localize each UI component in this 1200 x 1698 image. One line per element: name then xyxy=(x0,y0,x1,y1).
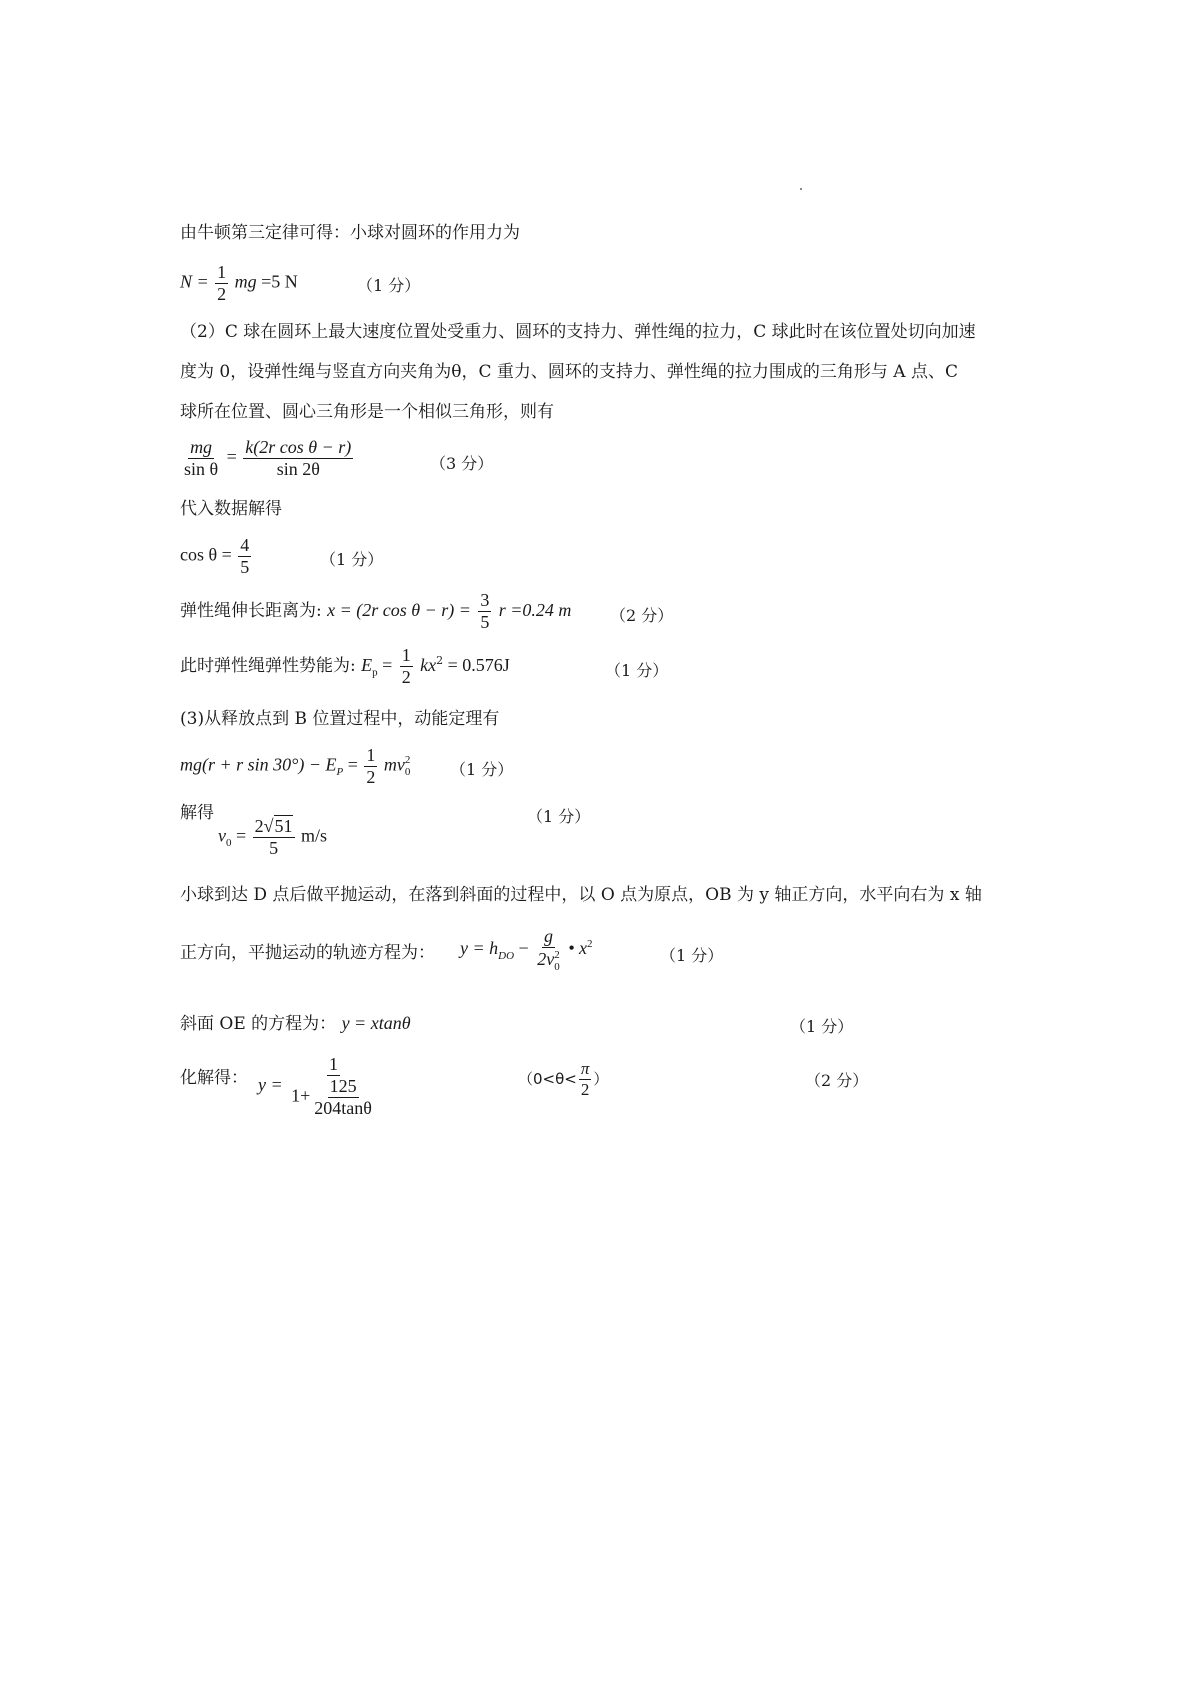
range-open: （0<θ< xyxy=(518,1069,577,1088)
eq4-lhs: x = (2r cos θ − r) = xyxy=(327,599,471,620)
eq5-rhs: kx xyxy=(420,654,437,675)
eq2-rnum: k(2r cos θ − r) xyxy=(245,437,352,457)
eq3-fraction xyxy=(238,536,251,577)
eq6-rsub: 0 xyxy=(404,766,411,779)
score-7: （1 分） xyxy=(527,807,591,826)
score-3: （1 分） xyxy=(320,550,384,569)
eq8-num: g xyxy=(543,926,553,946)
eq7-lhs: v xyxy=(218,825,226,846)
score-2: （3 分） xyxy=(430,454,494,473)
eq6-rsup: 2 xyxy=(404,754,411,767)
eq7-fraction: $\frac{2√51}{5}$ xyxy=(254,816,293,858)
score-6: （1 分） xyxy=(450,760,514,779)
eq10-den-prefix: 1+ xyxy=(291,1085,311,1106)
score-10: （2 分） xyxy=(805,1071,869,1090)
score-5: （1 分） xyxy=(605,661,669,680)
eq10-lhs: y = xyxy=(258,1074,283,1095)
eq5-eq: = xyxy=(377,654,393,675)
eq6-lsub: P xyxy=(336,766,344,779)
eq3-lhs: cos θ = xyxy=(180,544,232,565)
line-stretch xyxy=(180,591,571,632)
eq5-rsup: 2 xyxy=(436,654,444,668)
line-energy xyxy=(180,646,510,687)
eq7-num-coef: 2 xyxy=(254,816,264,836)
equation-cos-theta xyxy=(180,536,253,577)
eq5-num: 1 xyxy=(401,645,411,665)
text-solve: 解得 xyxy=(180,803,214,823)
eq8-tail: • x xyxy=(568,938,587,959)
equation-normal-force xyxy=(180,263,298,304)
eq4-num: 3 xyxy=(480,590,490,610)
text-newton-third-law: 由牛顿第三定律可得：小球对圆环的作用力为 xyxy=(180,223,520,243)
eq7-num-root: 51 xyxy=(274,816,293,836)
eq2-left-fraction xyxy=(182,438,220,479)
eq3-num: 4 xyxy=(240,535,250,555)
text-energy-label: 此时弹性绳弹性势能为: xyxy=(180,655,356,676)
eq1-value: =5 N xyxy=(261,271,298,292)
score-9: （1 分） xyxy=(790,1017,854,1036)
range-num: π xyxy=(580,1059,590,1078)
part4-line2 xyxy=(180,943,435,963)
part3-line: (3)从释放点到 B 位置过程中，动能定理有 xyxy=(180,709,500,729)
eq8-den-sub: 0 xyxy=(554,960,560,973)
equation-work-energy xyxy=(180,746,410,787)
eq10-inner-den: 204tanθ xyxy=(314,1097,372,1118)
line-slope xyxy=(180,1013,411,1035)
part4-line1: 小球到达 D 点后做平抛运动，在落到斜面的过程中，以 O 点为原点，OB 为 y 轴正方向，水平向右为 x 轴 xyxy=(180,885,982,905)
text-substitute: 代入数据解得 xyxy=(180,499,282,519)
eq2-right-fraction xyxy=(243,438,353,479)
eq8-tail-sup: 2 xyxy=(586,938,593,951)
stray-dot xyxy=(800,188,802,190)
text-stretch-label: 弹性绳伸长距离为: xyxy=(180,600,322,621)
eq5-lsub: p xyxy=(372,666,378,679)
equation-final xyxy=(258,1055,380,1118)
range-den: 2 xyxy=(580,1079,590,1099)
eq8-minus: − xyxy=(514,938,529,959)
eq1-lhs: N = xyxy=(180,271,209,292)
eq1-den: 2 xyxy=(217,283,227,304)
eq9-slope-equation: y = xtanθ xyxy=(341,1013,411,1033)
eq7-eq: = xyxy=(231,825,247,846)
equation-trajectory xyxy=(460,927,592,973)
equation-similar-triangle: $\frac{mg}{\text{sin θ}}$ = $\frac{\text{k(2r cos θ − r)}}{\sin 2\theta}$ xyxy=(184,437,352,479)
text-simplify: 化解得： xyxy=(180,1068,248,1088)
eq8-fraction xyxy=(535,927,562,973)
eq2-lden: sin θ xyxy=(184,458,219,479)
eq6-lhs: mg(r + r sin 30°) − E xyxy=(180,754,337,775)
score-4: （2 分） xyxy=(610,606,674,625)
eq6-num: 1 xyxy=(366,745,376,765)
eq2-rden: sin 2θ xyxy=(276,458,320,479)
text-slope-label: 斜面 OE 的方程为： xyxy=(180,1014,337,1034)
range-fraction xyxy=(579,1060,592,1099)
eq8-den: 2v xyxy=(537,949,555,970)
range-close: ） xyxy=(593,1069,609,1088)
eq6-den: 2 xyxy=(366,766,376,787)
eq1-num: 1 xyxy=(217,262,227,282)
eq10-inner-fraction xyxy=(312,1077,374,1118)
eq1-fraction xyxy=(215,263,228,304)
equation-v0 xyxy=(218,817,327,858)
eq7-lsub: 0 xyxy=(226,837,232,850)
eq5-fraction xyxy=(400,646,413,687)
eq5-lhs: E xyxy=(361,654,373,675)
eq5-den: 2 xyxy=(401,666,411,687)
eq8-den-sup: 2 xyxy=(554,948,560,961)
range-condition xyxy=(518,1060,608,1099)
eq1-rhs: mg xyxy=(234,271,257,292)
eq6-rhs: mv xyxy=(383,754,405,775)
eq3-den: 5 xyxy=(240,556,250,577)
eq6-eq: = xyxy=(343,754,358,775)
eq4-den: 5 xyxy=(480,611,490,632)
eq4-rhs: r =0.24 m xyxy=(498,599,572,620)
part4-line2-text: 正方向，平抛运动的轨迹方程为： xyxy=(180,943,435,963)
eq10-fraction xyxy=(289,1055,378,1118)
eq8-lsub: DO xyxy=(498,949,515,962)
score-8: （1 分） xyxy=(660,946,724,965)
eq8-lhs: y = h xyxy=(460,938,499,959)
eq6-fraction xyxy=(364,746,377,787)
score-1: （1 分） xyxy=(357,276,421,295)
part2-line3: 球所在位置、圆心三角形是一个相似三角形，则有 xyxy=(180,402,554,422)
part2-line2: 度为 0，设弹性绳与竖直方向夹角为θ，C 重力、圆环的支持力、弹性绳的拉力围成的三角形与 A 点、C xyxy=(180,362,958,382)
eq7-den: 5 xyxy=(269,837,279,858)
eq2-lnum: mg xyxy=(190,437,213,457)
eq7-unit: m/s xyxy=(301,825,328,846)
part2-line1: （2）C 球在圆环上最大速度位置处受重力、圆环的支持力、弹性绳的拉力，C 球此时在该位置处切向加速 xyxy=(180,322,976,342)
eq10-inner-num: 125 xyxy=(329,1075,357,1096)
eq10-num: 1 xyxy=(329,1054,339,1074)
eq5-value: = 0.576J xyxy=(443,654,510,675)
eq4-fraction xyxy=(478,591,491,632)
